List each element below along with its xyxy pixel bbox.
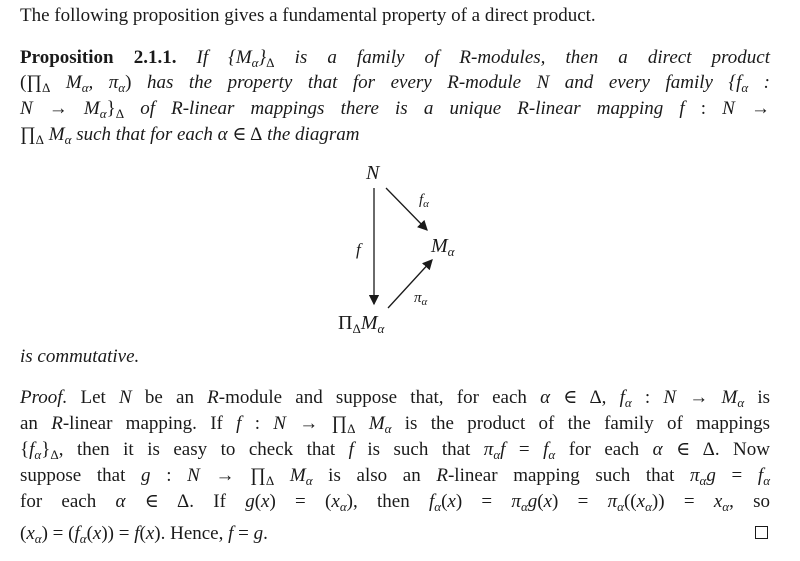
qed-box — [755, 526, 768, 539]
proposition-line-2: ($\prod_\Delta$ $M_\alpha$, $\pi_\alpha$) has the property that for every R-module N and every family {$f_\alpha$ : — [20, 72, 771, 95]
node-M-alpha: $M_\alpha$ — [431, 235, 455, 259]
proof-line-3: $\{f_\alpha\}_\Delta$, then it is easy to check that f is such that $\pi_\alpha f = f_\alpha$ for each α ∈ Δ. Now — [20, 439, 771, 462]
proof-label: Proof. — [20, 387, 68, 408]
node-N: N — [366, 162, 380, 184]
commutative-diagram — [330, 158, 480, 343]
proof-line-2: an R-linear mapping. If f : $N \to \prod_\Delta$ $M_\alpha$ is the product of the family of mappings — [20, 413, 770, 436]
proof-line-6: $(x_\alpha) = (f_\alpha(x)) = f(x)$. Hence, f = g. — [20, 523, 268, 546]
label-f-alpha: $f_\alpha$ — [419, 192, 429, 210]
label-f: f — [356, 240, 361, 259]
proof-line-4: suppose that g : $N \to \prod_\Delta$ $M_\alpha$ is also an R-linear mapping such that $\pi_\alpha g = f_\alpha$ — [20, 465, 771, 488]
proposition-line-1: Proposition 2.1.1. If $\{M_\alpha\}_\Delta$ is a family of R-modules, then a direct product — [20, 47, 770, 70]
proposition-label: Proposition 2.1.1. — [20, 47, 177, 68]
proof-line-1: Proof. Let N be an R-module and suppose that, for each α ∈ Δ, $f_\alpha$ : $N \to M_\alpha$ is — [20, 387, 771, 410]
intro-text: The following proposition gives a fundamental property of a direct product. — [20, 5, 596, 26]
label-pi-alpha: $\pi_\alpha$ — [414, 290, 428, 308]
commutative-text: is commutative. — [20, 346, 140, 367]
proposition-line-4: $\prod_\Delta$ $M_\alpha$ such that for each α ∈ Δ the diagram — [20, 124, 360, 147]
proof-line-5: for each α ∈ Δ. If $g(x) = (x_\alpha)$, then $f_\alpha(x) = \pi_\alpha g(x) = \pi_\alpha((x_\alpha)) = x_\alpha$, so — [20, 491, 770, 514]
proposition-line-3: $N \to M_\alpha\}_\Delta$ of R-linear mappings there is a unique R-linear mapping f : N → — [20, 98, 770, 121]
node-product: $\Pi_\Delta M_\alpha$ — [338, 312, 385, 336]
